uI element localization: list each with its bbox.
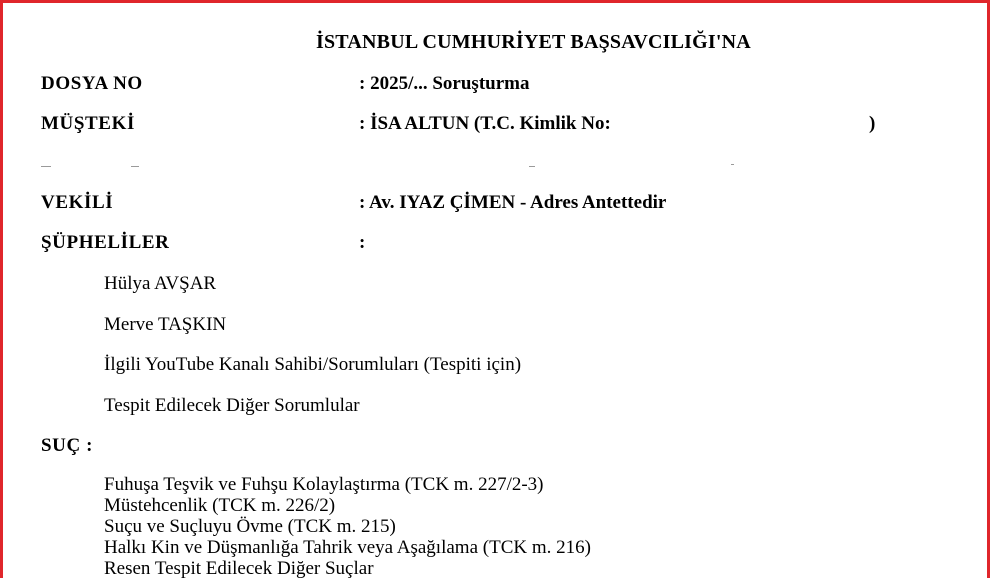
crime-item: Fuhuşa Teşvik ve Fuhşu Kolaylaştırma (TCK m. 227/2-3): [104, 474, 544, 495]
redaction-mark: [529, 166, 535, 167]
document-title: İSTANBUL CUMHURİYET BAŞSAVCILIĞI'NA: [316, 31, 751, 53]
suspect-item: İlgili YouTube Kanalı Sahibi/Sorumluları (Tespiti için): [104, 354, 522, 375]
crime-item: Suçu ve Suçluyu Övme (TCK m. 215): [104, 516, 396, 537]
crime-item: Halkı Kin ve Düşmanlığa Tahrik veya Aşağılama (TCK m. 216): [104, 537, 591, 558]
vekili-value: : Av. IYAZ ÇİMEN - Adres Antettedir: [359, 192, 667, 213]
dosya-no-value: : 2025/... Soruşturma: [359, 73, 530, 94]
redaction-mark: [131, 166, 139, 167]
petition-document: [3, 3, 990, 578]
crime-item: Müstehcenlik (TCK m. 226/2): [104, 495, 336, 516]
suspect-item: Tespit Edilecek Diğer Sorumlular: [104, 395, 360, 416]
redaction-mark: [731, 164, 734, 165]
musteki-close-paren: ): [869, 113, 876, 134]
suc-label: SUÇ :: [41, 435, 94, 456]
supheliler-colon: :: [359, 232, 366, 253]
redaction-mark: [41, 166, 51, 167]
musteki-value: : İSA ALTUN (T.C. Kimlik No:: [359, 113, 611, 134]
supheliler-label: ŞÜPHELİLER: [41, 232, 170, 253]
dosya-no-label: DOSYA NO: [41, 73, 143, 94]
suspect-item: Hülya AVŞAR: [104, 273, 217, 294]
vekili-label: VEKİLİ: [41, 192, 114, 213]
musteki-label: MÜŞTEKİ: [41, 113, 135, 134]
suspect-item: Merve TAŞKIN: [104, 314, 227, 335]
crime-item: Resen Tespit Edilecek Diğer Suçlar: [104, 558, 374, 578]
